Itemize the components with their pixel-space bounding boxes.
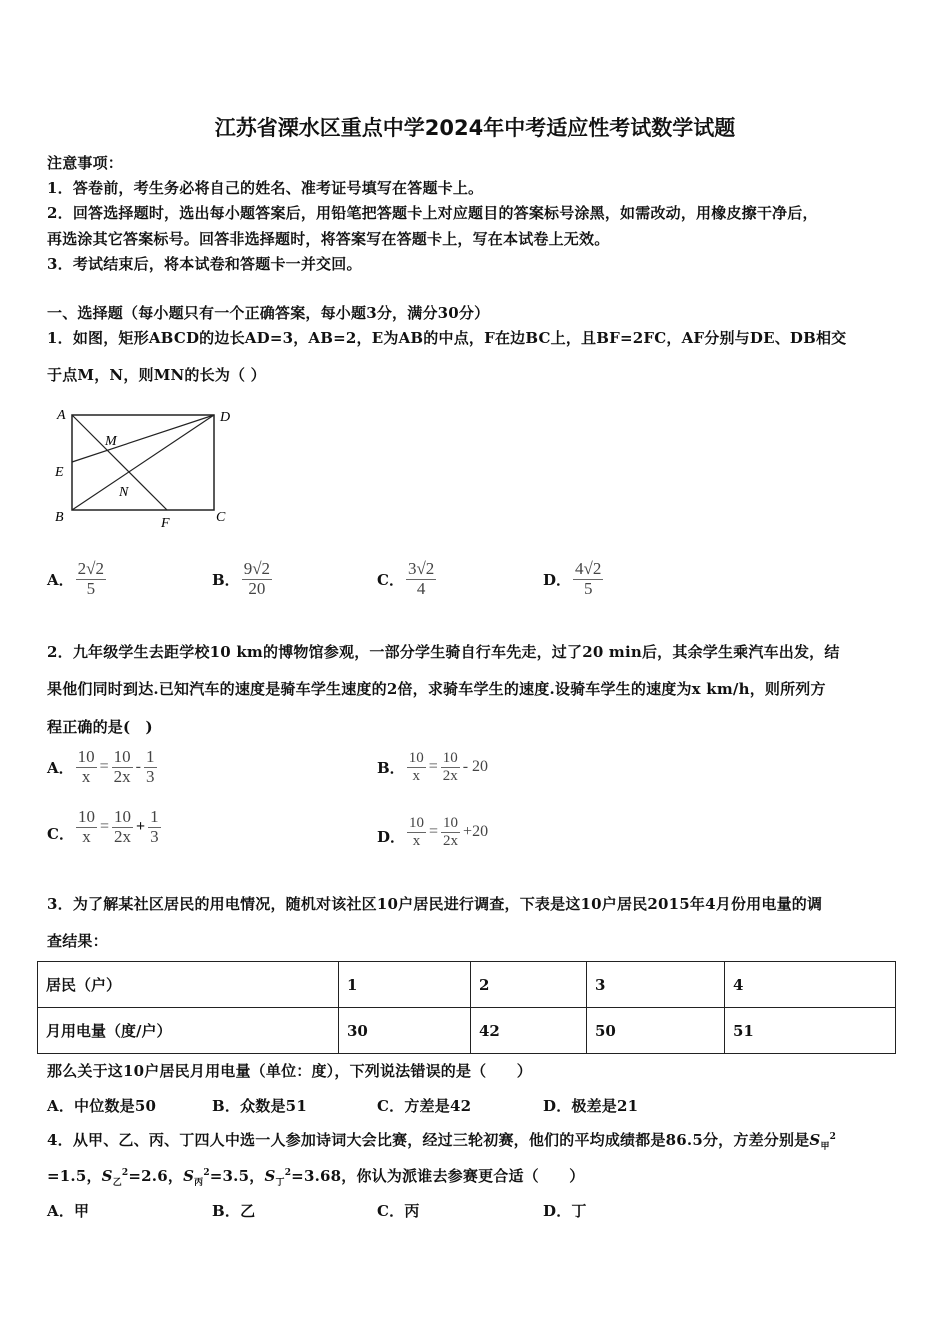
- q4-line: 4．从甲、乙、丙、丁四人中选一人参加诗词大会比赛，经过三轮初赛，他们的平均成绩都是86.5分，方差分别是: [47, 1131, 810, 1149]
- equals-sign: =: [428, 758, 438, 775]
- q4-option-d[interactable]: D．丁: [543, 1202, 587, 1220]
- note-item: 1．答卷前，考生务必将自己的姓名、准考证号填写在答题卡上。: [47, 179, 484, 197]
- operator: +: [135, 818, 146, 836]
- q3-option-a[interactable]: A．中位数是50: [47, 1097, 157, 1115]
- q4-text: [47, 1165, 585, 1188]
- q3-option-b[interactable]: B．众数是51: [212, 1097, 307, 1115]
- option-label: C．: [377, 570, 404, 589]
- numerator: 1: [146, 747, 155, 766]
- denominator: 2x: [443, 832, 459, 849]
- table-cell: 50: [587, 1008, 725, 1054]
- label-f: F: [161, 516, 170, 531]
- q1-option-a[interactable]: [47, 560, 108, 598]
- equals-sign: =: [429, 823, 439, 840]
- variance-symbol: S: [101, 1167, 113, 1185]
- denominator: 5: [86, 578, 96, 598]
- variance-value: =1.5，: [47, 1167, 102, 1185]
- label-d: D: [220, 410, 231, 425]
- numerator: 10: [77, 747, 95, 766]
- denominator: 2x: [113, 766, 131, 786]
- notes-heading: 注意事项：: [47, 154, 124, 172]
- q1-text: 1．如图，矩形ABCD的边长AD=3，AB=2，E为AB的中点，F在边BC上，且BF=2FC，AF分别与DE、DB相交: [47, 329, 847, 347]
- q1-figure-rectangle: [45, 400, 245, 535]
- denominator: 5: [583, 578, 593, 598]
- variance-symbol: S: [264, 1167, 276, 1185]
- note-item: 3．考试结束后，将本试卷和答题卡一并交回。: [47, 255, 362, 273]
- q4-option-a[interactable]: A．甲: [47, 1202, 90, 1220]
- superscript: 2: [203, 1168, 210, 1178]
- q1-option-b[interactable]: [212, 560, 274, 598]
- variance-symbol: S: [183, 1167, 195, 1185]
- subscript: 丁: [275, 1178, 285, 1188]
- numerator: 10: [408, 750, 424, 766]
- q2-text: 果他们同时到达.已知汽车的速度是骑车学生速度的2倍，求骑车学生的速度.设骑车学生的速度为x km/h，则所列方: [47, 680, 826, 698]
- q1-option-d[interactable]: [543, 560, 605, 598]
- page-title: 江苏省溧水区重点中学2024年中考适应性考试数学试题: [214, 116, 736, 140]
- denominator: 2x: [113, 826, 131, 846]
- label-n: N: [119, 485, 129, 500]
- option-label: D．: [377, 828, 406, 846]
- table-cell: 42: [471, 1008, 587, 1054]
- superscript: 2: [284, 1168, 292, 1178]
- option-label: C．: [47, 825, 74, 844]
- numerator: 10: [442, 750, 458, 766]
- table-cell: 月用电量（度/户）: [38, 1008, 339, 1054]
- superscript: 2: [829, 1132, 837, 1142]
- table-cell: 30: [339, 1008, 471, 1054]
- table-cell: 51: [725, 1008, 896, 1054]
- denominator: 3: [146, 766, 155, 786]
- q2-text: 2．九年级学生去距学校10 km的博物馆参观，一部分学生骑自行车先走，过了20 min后，其余学生乘汽车出发，结: [47, 643, 840, 661]
- q3-text: 查结果：: [47, 932, 108, 950]
- subscript: 乙: [112, 1178, 122, 1188]
- subscript: 甲: [820, 1142, 830, 1152]
- q4-option-c[interactable]: C．丙: [377, 1202, 420, 1220]
- note-item: 2．回答选择题时，选出每小题答案后，用铅笔把答题卡上对应题目的答案标号涂黑，如需改动，用橡皮擦干净后，: [47, 204, 818, 222]
- q1-option-c[interactable]: [377, 560, 438, 598]
- expression-tail: +20: [463, 823, 489, 840]
- equals-sign: =: [99, 818, 109, 836]
- q2-option-c[interactable]: [47, 808, 163, 846]
- electricity-table: [37, 961, 896, 1054]
- numerator: 9√2: [243, 559, 271, 578]
- numerator: 1: [150, 807, 159, 826]
- label-a: A: [57, 408, 66, 423]
- q3-option-c[interactable]: C．方差是42: [377, 1097, 472, 1115]
- q4-line: 你认为派谁去参赛更合适（ ）: [356, 1167, 585, 1185]
- q4-option-b[interactable]: B．乙: [212, 1202, 256, 1220]
- operator: -: [135, 758, 141, 776]
- q2-text: 程正确的是( ): [47, 718, 153, 736]
- q2-option-a[interactable]: [47, 748, 159, 786]
- section-heading: 一、选择题（每小题只有一个正确答案，每小题3分，满分30分）: [47, 304, 490, 322]
- q3-text: 3．为了解某社区居民的用电情况，随机对该社区10户居民进行调查，下表是这10户居民2015年4月份用电量的调: [47, 895, 823, 913]
- variance-value: =3.68，: [291, 1167, 357, 1185]
- variance-value: =3.5，: [209, 1167, 265, 1185]
- option-label: D．: [543, 570, 572, 589]
- table-cell: 2: [471, 962, 587, 1008]
- option-label: A．: [47, 758, 74, 777]
- numerator: 10: [113, 807, 131, 826]
- option-label: B．: [377, 758, 405, 777]
- numerator: 3√2: [407, 559, 435, 578]
- label-m: M: [105, 434, 117, 449]
- table-row: [38, 962, 896, 1008]
- numerator: 10: [113, 747, 131, 766]
- label-e: E: [55, 465, 64, 480]
- q4-text: [47, 1129, 836, 1152]
- q2-option-d[interactable]: [377, 815, 489, 849]
- table-cell: 4: [725, 962, 896, 1008]
- denominator: 4: [416, 578, 426, 598]
- denominator: 20: [248, 578, 266, 598]
- expression-tail: - 20: [462, 758, 489, 775]
- denominator: x: [81, 766, 91, 786]
- table-row: [38, 1008, 896, 1054]
- label-b: B: [55, 510, 64, 525]
- q3-option-d[interactable]: D．极差是21: [543, 1097, 639, 1115]
- option-label: A．: [47, 570, 74, 589]
- numerator: 2√2: [77, 559, 104, 578]
- q2-option-b[interactable]: [377, 750, 489, 784]
- numerator: 4√2: [575, 559, 602, 578]
- label-c: C: [216, 510, 226, 525]
- table-cell: 3: [587, 962, 725, 1008]
- variance-symbol: S: [809, 1131, 821, 1149]
- denominator: x: [412, 767, 420, 784]
- option-label: B．: [212, 570, 240, 589]
- denominator: 2x: [442, 767, 458, 784]
- denominator: 3: [150, 826, 159, 846]
- table-cell: 1: [339, 962, 471, 1008]
- subscript: 丙: [194, 1178, 204, 1188]
- q3-question: 那么关于这10户居民月用电量（单位：度），下列说法错误的是（ ）: [47, 1062, 532, 1080]
- numerator: 10: [77, 807, 95, 826]
- numerator: 10: [443, 815, 459, 831]
- q1-text: 于点M，N，则MN的长为（ ）: [47, 366, 266, 384]
- table-cell: 居民（户）: [38, 962, 339, 1008]
- superscript: 2: [121, 1168, 129, 1178]
- numerator: 10: [409, 815, 425, 831]
- denominator: x: [412, 832, 421, 849]
- variance-value: =2.6，: [128, 1167, 184, 1185]
- equals-sign: =: [99, 758, 109, 776]
- note-item: 再选涂其它答案标号。回答非选择题时，将答案写在答题卡上，写在本试卷上无效。: [47, 230, 610, 248]
- denominator: x: [82, 826, 91, 846]
